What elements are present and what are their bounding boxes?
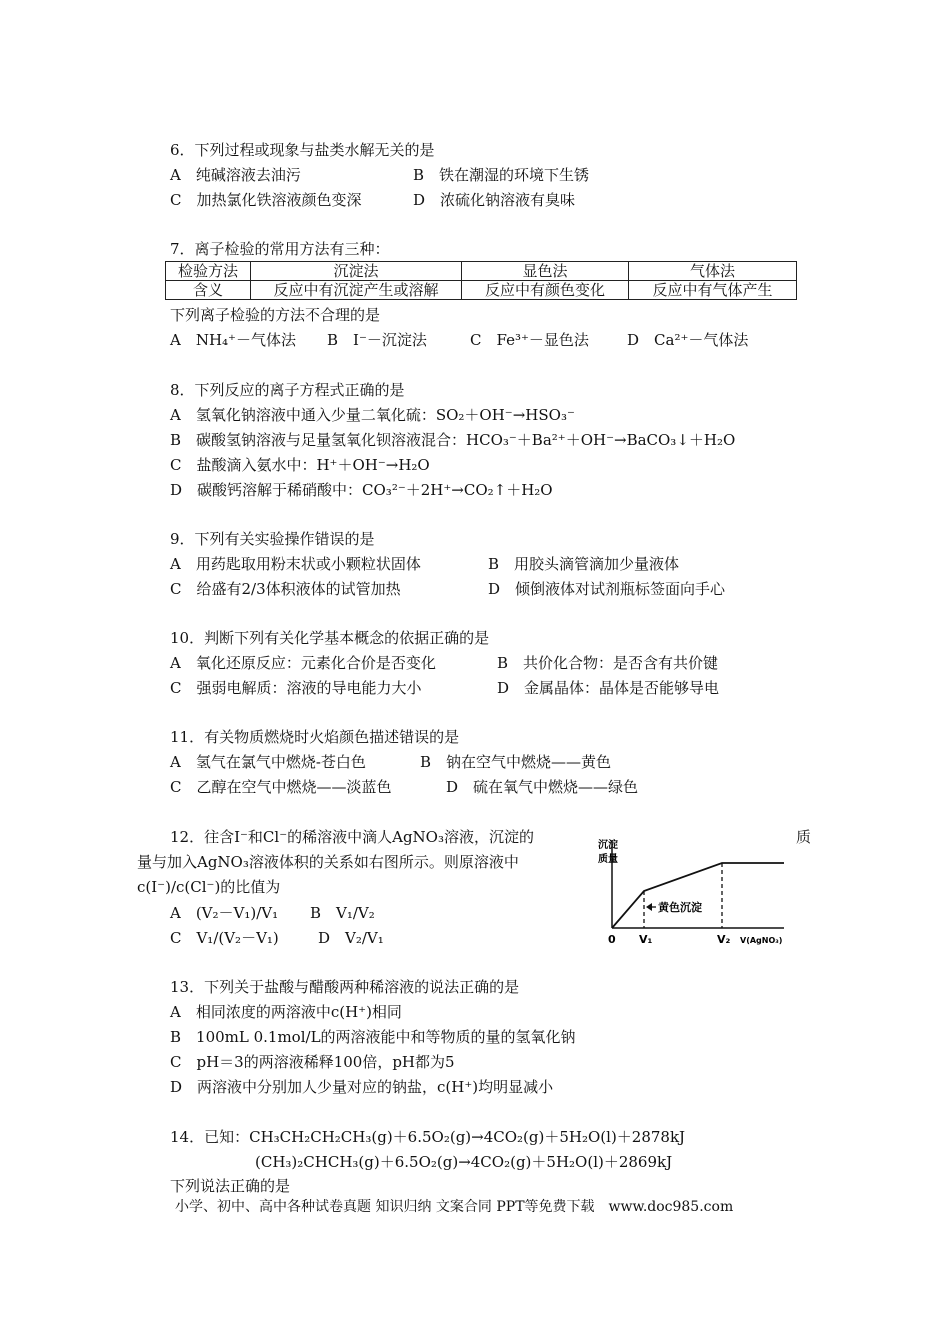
- q7-option-c: C Fe³⁺－显色法: [470, 331, 589, 349]
- q6-option-a: A 纯碱溶液去油污: [170, 166, 301, 184]
- q9-option-a: A 用药匙取用粉末状或小颗粒状固体: [170, 555, 421, 573]
- q10-option-b: B 共价化合物：是否含有共价键: [497, 654, 719, 672]
- q14-stem: 14．已知：CH₃CH₂CH₂CH₃(g)＋6.5O₂(g)→4CO₂(g)＋5H₂O(l)＋2878kJ: [170, 1128, 686, 1146]
- q12-option-b: B V₁/V₂: [310, 904, 375, 922]
- q6-option-d: D 浓硫化钠溶液有臭味: [413, 191, 576, 209]
- q13-option-a: A 相同浓度的两溶液中c(H⁺)相同: [170, 1003, 402, 1021]
- chart-annotation-arrow-icon: [646, 903, 652, 911]
- q13-option-d: D 两溶液中分别加人少量对应的钠盐，c(H⁺)均明显减小: [170, 1078, 554, 1096]
- table-cell: 含义: [166, 281, 251, 300]
- chart-ylabel-part1: 沉淀: [598, 840, 618, 851]
- q14-question: 下列说法正确的是: [170, 1177, 291, 1195]
- q12-option-d: D V₂/V₁: [318, 929, 384, 947]
- table-cell: 气体法: [629, 262, 797, 281]
- q13-option-c: C pH＝3的两溶液稀释100倍，pH都为5: [170, 1053, 455, 1071]
- q12-stem-line1-end: 质: [796, 828, 812, 846]
- table-cell: 反应中有颜色变化: [462, 281, 629, 300]
- q11-option-c: C 乙醇在空气中燃烧——淡蓝色: [170, 778, 392, 796]
- table-cell: 沉淀法: [251, 262, 462, 281]
- q12-stem-line1: 12．往含I⁻和Cl⁻的稀溶液中滴人AgNO₃溶液，沉淀的: [170, 828, 534, 846]
- q8-option-b: B 碳酸氢钠溶液与足量氢氧化钡溶液混合：HCO₃⁻＋Ba²⁺＋OH⁻→BaCO₃↓＋H₂O: [170, 431, 736, 449]
- q9-option-c: C 给盛有2/3体积液体的试管加热: [170, 580, 401, 598]
- chart-xlabel: V(AgNO₃): [740, 936, 783, 945]
- table-cell: 检验方法: [166, 262, 251, 281]
- q11-option-b: B 钠在空气中燃烧——黄色: [420, 753, 612, 771]
- q10-option-a: A 氧化还原反应：元素化合价是否变化: [170, 654, 436, 672]
- q6-option-c: C 加热氯化铁溶液颜色变深: [170, 191, 362, 209]
- q7-option-b: B I⁻－沉淀法: [327, 331, 427, 349]
- table-cell: 显色法: [462, 262, 629, 281]
- q11-option-d: D 硫在氧气中燃烧——绿色: [446, 778, 639, 796]
- table-cell: 反应中有沉淀产生或溶解: [251, 281, 462, 300]
- q11-option-a: A 氢气在氯气中燃烧-苍白色: [170, 753, 366, 771]
- q13-option-b: B 100mL 0.1mol/L的两溶液能中和等物质的量的氢氧化钠: [170, 1028, 576, 1046]
- q8-option-a: A 氢氧化钠溶液中通入少量二氧化硫：SO₂＋OH⁻→HSO₃⁻: [170, 406, 575, 424]
- q12-stem-line3: c(I⁻)/c(Cl⁻)的比值为: [137, 878, 281, 896]
- q7-stem: 7．离子检验的常用方法有三种：: [170, 240, 390, 258]
- q6-stem: 6．下列过程或现象与盐类水解无关的是: [170, 141, 435, 159]
- chart-origin-label: 0: [608, 933, 616, 946]
- q12-stem-line2: 量与加入AgNO₃溶液体积的关系如右图所示。则原溶液中: [137, 853, 519, 871]
- precipitate-mass-chart: [594, 830, 794, 955]
- table-row: [166, 281, 797, 300]
- q9-option-d: D 倾倒液体对试剂瓶标签面向手心: [488, 580, 726, 598]
- chart-v1-label: V₁: [639, 933, 653, 946]
- q6-option-b: B 铁在潮湿的环境下生锈: [413, 166, 590, 184]
- ion-test-table: [165, 261, 797, 300]
- q11-stem: 11．有关物质燃烧时火焰颜色描述错误的是: [170, 728, 460, 746]
- footer-ad-text: 小学、初中、高中各种试卷真题 知识归纳 文案合同 PPT等免费下载 www.doc985.com: [175, 1199, 734, 1215]
- q7-option-d: D Ca²⁺－气体法: [627, 331, 749, 349]
- q10-option-d: D 金属晶体：晶体是否能够导电: [497, 679, 720, 697]
- q12-option-a: A (V₂－V₁)/V₁: [170, 904, 279, 922]
- q7-option-a: A NH₄⁺－气体法: [170, 331, 296, 349]
- chart-ylabel-part2: 质量: [598, 854, 618, 865]
- chart-v2-label: V₂: [717, 933, 731, 946]
- q8-option-c: C 盐酸滴入氨水中：H⁺＋OH⁻→H₂O: [170, 456, 430, 474]
- q7-question: 下列离子检验的方法不合理的是: [170, 306, 381, 324]
- chart-ylabel: 沉淀质量: [596, 876, 600, 877]
- q8-stem: 8．下列反应的离子方程式正确的是: [170, 381, 405, 399]
- q8-option-d: D 碳酸钙溶解于稀硝酸中：CO₃²⁻＋2H⁺→CO₂↑＋H₂O: [170, 481, 553, 499]
- q10-option-c: C 强弱电解质：溶液的导电能力大小: [170, 679, 422, 697]
- chart-annotation: 黄色沉淀: [658, 901, 702, 914]
- q9-stem: 9．下列有关实验操作错误的是: [170, 530, 375, 548]
- q12-option-c: C V₁/(V₂－V₁): [170, 929, 279, 947]
- q10-stem: 10．判断下列有关化学基本概念的依据正确的是: [170, 629, 490, 647]
- q9-option-b: B 用胶头滴管滴加少量液体: [488, 555, 680, 573]
- table-cell: 反应中有气体产生: [629, 281, 797, 300]
- table-header-row: [166, 262, 797, 281]
- q14-equation-2: (CH₃)₂CHCH₃(g)＋6.5O₂(g)→4CO₂(g)＋5H₂O(l)＋2869kJ: [255, 1153, 673, 1171]
- q13-stem: 13．下列关于盐酸与醋酸两种稀溶液的说法正确的是: [170, 978, 520, 996]
- chart-mass-curve: [612, 863, 784, 928]
